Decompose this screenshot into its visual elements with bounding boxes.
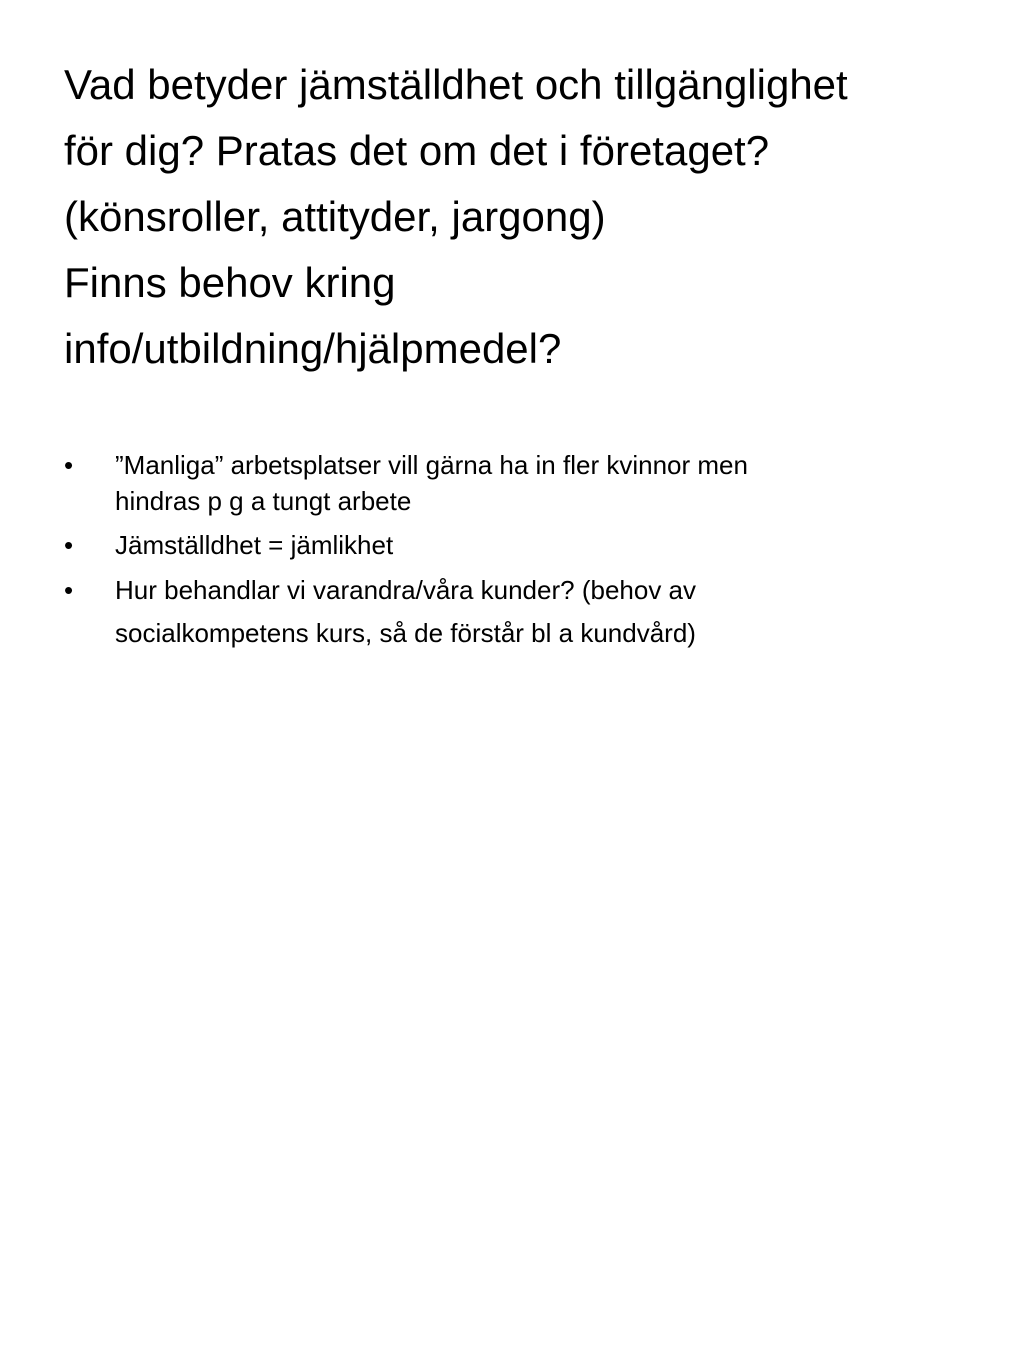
title-line: (könsroller, attityder, jargong) bbox=[64, 193, 606, 240]
title-line: för dig? Pratas det om det i företaget? bbox=[64, 127, 770, 174]
bullet-text-line: Jämställdhet = jämlikhet bbox=[115, 530, 394, 560]
list-item bbox=[64, 569, 964, 655]
title-line: Vad betyder jämställdhet och tillgänglighet bbox=[64, 61, 848, 108]
bullet-text-line: hindras p g a tungt arbete bbox=[115, 486, 412, 516]
bullet-icon: • bbox=[64, 575, 74, 605]
bullet-text-line: socialkompetens kurs, så de förstår bl a kundvård) bbox=[115, 618, 696, 648]
list-item bbox=[64, 527, 964, 563]
slide-title bbox=[64, 52, 964, 382]
bullet-icon: • bbox=[64, 450, 74, 480]
title-line: Finns behov kring bbox=[64, 259, 396, 306]
title-line: info/utbildning/hjälpmedel? bbox=[64, 325, 562, 372]
bullet-icon: • bbox=[64, 530, 74, 560]
list-item bbox=[64, 447, 964, 519]
bullet-text-line: ”Manliga” arbetsplatser vill gärna ha in fler kvinnor men bbox=[115, 450, 748, 480]
bullet-list bbox=[64, 447, 964, 655]
bullet-text-line: Hur behandlar vi varandra/våra kunder? (behov av bbox=[115, 575, 697, 605]
